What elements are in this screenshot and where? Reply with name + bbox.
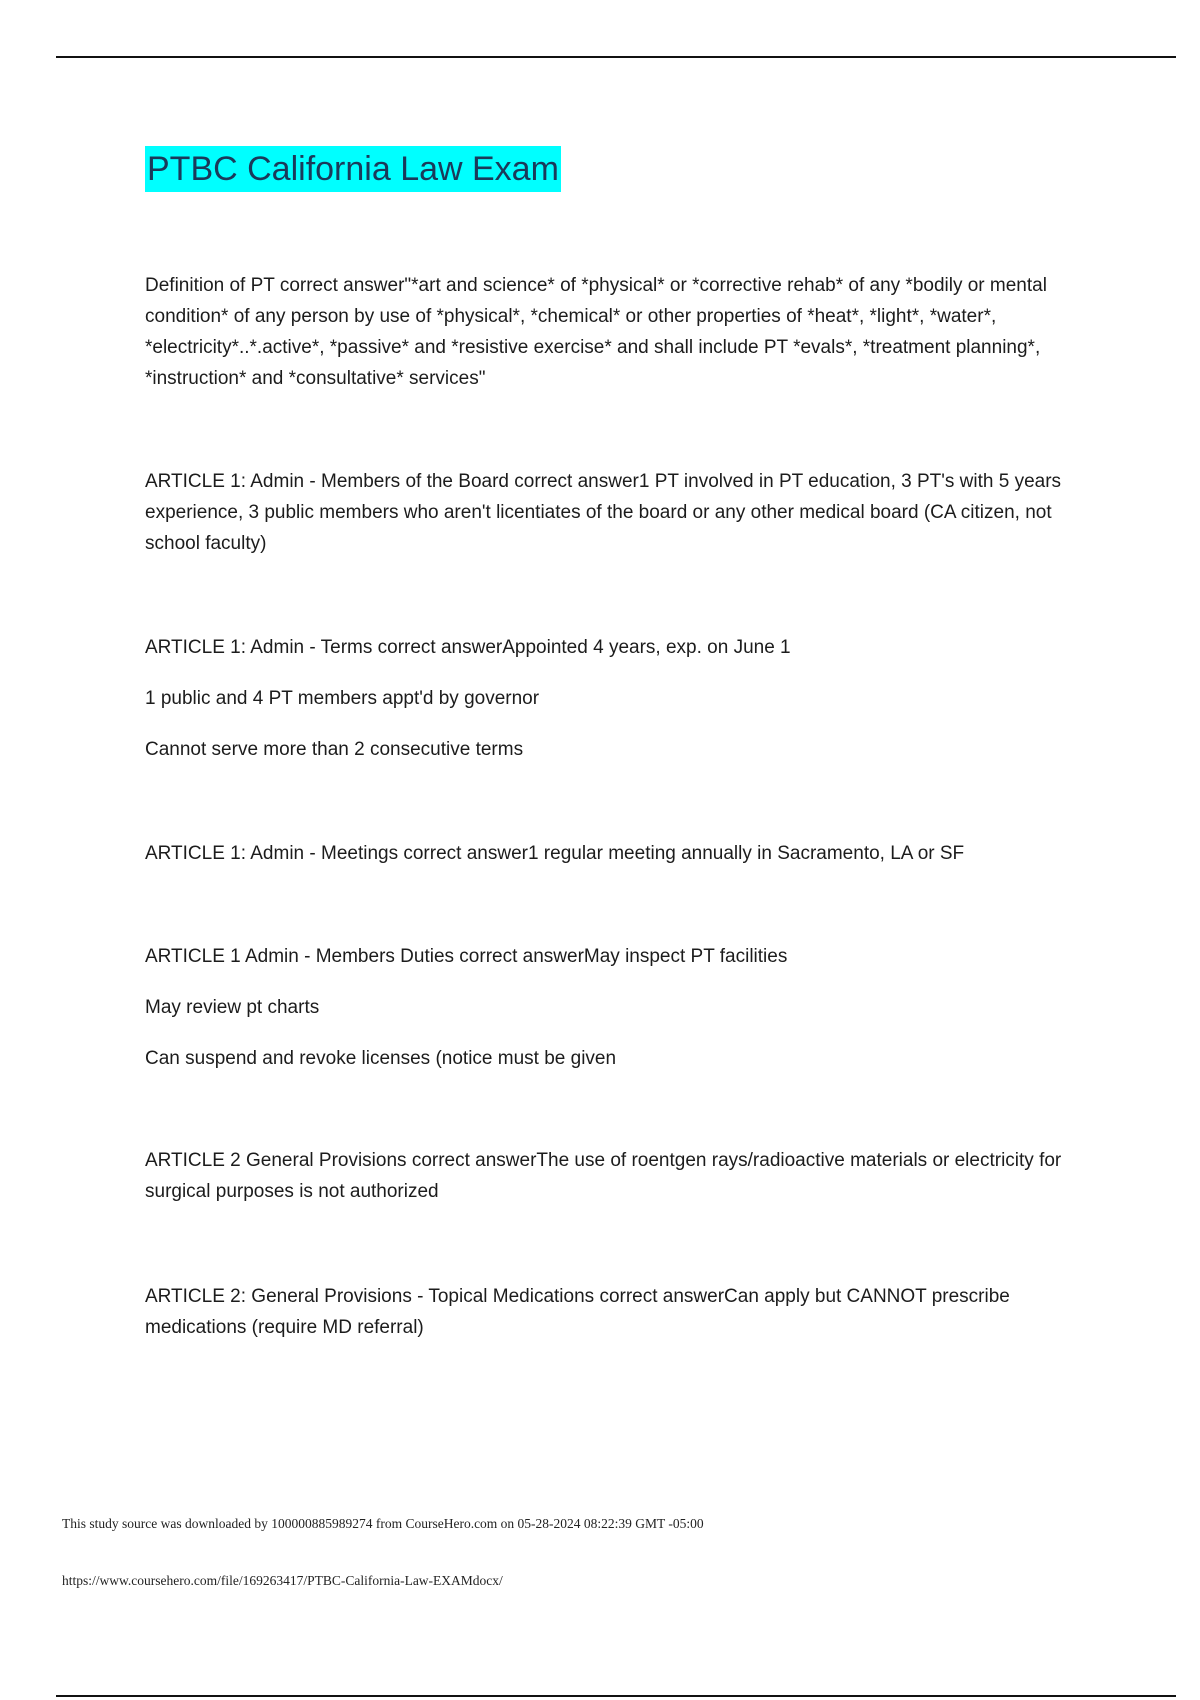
entry-members-duties <box>145 941 1085 1094</box>
entry-paragraph: ARTICLE 1: Admin - Meetings correct answer1 regular meeting annually in Sacramento, LA or SF <box>145 843 965 864</box>
entry-meetings <box>145 838 1085 889</box>
entry-paragraph: ARTICLE 1 Admin - Members Duties correct answerMay inspect PT facilities <box>145 946 788 967</box>
entry-paragraph: 1 public and 4 PT members appt'd by governor <box>145 688 540 709</box>
entry-paragraph: Cannot serve more than 2 consecutive terms <box>145 739 524 760</box>
entry-paragraph: ARTICLE 2: General Provisions - Topical Medications correct answerCan apply but CANNOT prescribe medications (require MD referral) <box>145 1286 1010 1338</box>
bottom-rule <box>56 1695 1176 1697</box>
entry-topical-medications <box>145 1281 1085 1363</box>
entry-terms <box>145 632 1085 785</box>
entry-paragraph: ARTICLE 2 General Provisions correct answerThe use of roentgen rays/radioactive materials or electricity for surgical purposes is not authorized <box>145 1150 1062 1202</box>
document-title: PTBC California Law Exam <box>145 146 561 192</box>
top-rule <box>56 56 1176 58</box>
entry-paragraph: May review pt charts <box>145 997 320 1018</box>
entry-paragraph: ARTICLE 1: Admin - Terms correct answerAppointed 4 years, exp. on June 1 <box>145 637 791 658</box>
entry-paragraph: Definition of PT correct answer"*art and science* of *physical* or *corrective rehab* of any *bodily or mental condition* of any person by use of *physical*, *chemical* or other properties of *heat*, *light*, *water*, *electricity*..*.active*, *passive* and *resistive exercise* and shall include PT *evals*, *treatment planning*, *instruction* and *consultative* services" <box>145 275 1047 389</box>
source-url[interactable]: https://www.coursehero.com/file/169263417/PTBC-California-Law-EXAMdocx/ <box>62 1573 503 1588</box>
entry-paragraph: Can suspend and revoke licenses (notice must be given <box>145 1048 617 1069</box>
entry-paragraph: ARTICLE 1: Admin - Members of the Board correct answer1 PT involved in PT education, 3 PT's with 5 years experience, 3 public members who aren't licentiates of the board or any other medical board (CA citizen, not school faculty) <box>145 471 1062 554</box>
entry-general-provisions <box>145 1145 1085 1227</box>
download-note: This study source was downloaded by 100000885989274 from CourseHero.com on 05-28-2024 08:22:39 GMT -05:00 <box>62 1516 704 1531</box>
entry-members-of-board <box>145 466 1085 579</box>
entry-definition <box>145 270 1085 414</box>
